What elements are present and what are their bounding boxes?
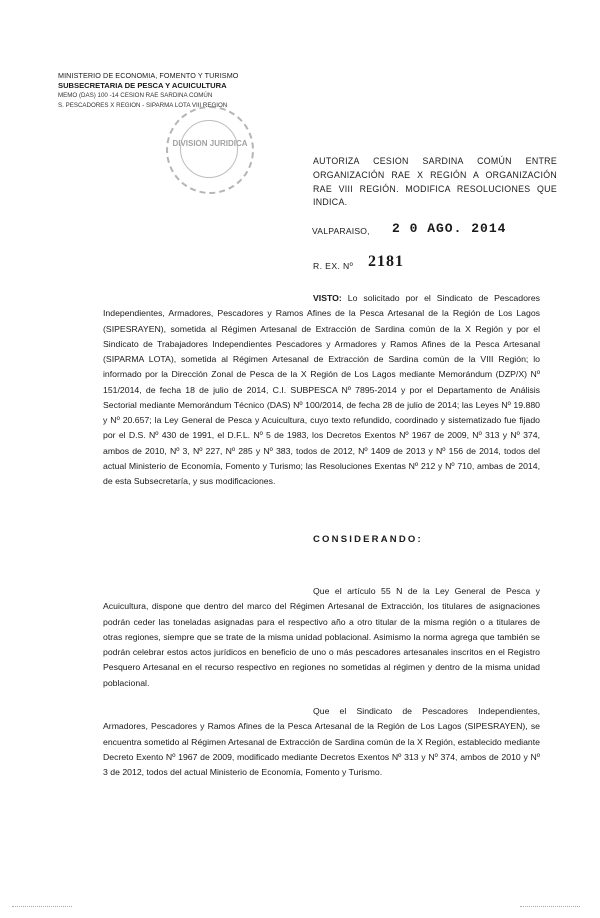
visto-label: VISTO:	[313, 293, 342, 303]
official-stamp	[166, 106, 254, 194]
memo-reference: MEMO (DAS) 100 -14 CESION RAE SARDINA COMÚN	[58, 92, 213, 99]
letterhead	[58, 71, 258, 111]
scan-mark-left	[12, 906, 72, 907]
stamp-text: DIVISION JURIDICA	[172, 139, 248, 148]
date-stamp: 2 0 AGO. 2014	[392, 221, 507, 236]
scan-mark-right	[520, 906, 580, 907]
stamp-inner-ring	[180, 120, 238, 178]
subsecretaria-name: SUBSECRETARIA DE PESCA Y ACUICULTURA	[58, 81, 227, 90]
rex-number: 2181	[368, 253, 404, 270]
place-label: VALPARAISO,	[312, 226, 370, 236]
rex-label: R. EX. Nº	[313, 261, 354, 271]
considerando-paragraph-2: Que el Sindicato de Pescadores Independientes, Armadores, Pescadores y Ramos Afines de la Pesca Artesanal de la Región de Los Lagos (SIPESRAYEN), se encuentra sometido al Régimen Artesanal de Extracción de Sardina común de la X Región, establecido mediante Decreto Exento Nº 1967 de 2009, modificado mediante Decretos Exentos Nº 313 y Nº 374, ambos de 2010 y Nº 3 de 2012, todos del actual Ministerio de Economía, Fomento y Turismo.	[103, 706, 540, 777]
memo-reference-2: S. PESCADORES X REGION - SIPARMA LOTA VIII REGION	[58, 102, 228, 109]
visto-paragraph	[103, 291, 540, 489]
resolution-subject: AUTORIZA CESION SARDINA COMÚN ENTRE ORGANIZACIÓN RAE X REGIÓN A ORGANIZACIÓN RAE VIII REGIÓN. MODIFICA RESOLUCIONES QUE INDICA.	[313, 156, 557, 208]
considerando-paragraph-1: Que el artículo 55 N de la Ley General de Pesca y Acuicultura, dispone que dentro del marco del Régimen Artesanal de Extracción, los titulares de asignaciones podrán ceder las toneladas asignadas para el respectivo año a otro titular de la misma región o a titulares de otras regiones, siempre que se trate de la misma unidad poblacional. Asimismo la norma agrega que también se podrán celebrar estos actos jurídicos en beneficio de uno o más pescadores artesanales inscritos en el Registro Pesquero Artesanal en el recurso respectivo en regiones no sometidas al régimen y dentro de la misma unidad poblacional.	[103, 586, 540, 688]
considerando-heading: CONSIDERANDO:	[313, 534, 423, 545]
ministry-name: MINISTERIO DE ECONOMIA, FOMENTO Y TURISMO	[58, 71, 239, 80]
visto-text: Lo solicitado por el Sindicato de Pescadores Independientes, Armadores, Pescadores y Ramos Afines de la Pesca Artesanal de la Región de Los Lagos (SIPESRAYEN), sometida al Régimen Artesanal de Extracción de Sardina común de la X Región y por el Sindicato de Trabajadores Independientes Pescadores y Armadores y Ramos Afines de la Pesca Artesanal (SIPARMA LOTA), sometida al Régimen Artesanal de Extracción de Sardina común de la VIII Región; lo informado por la Dirección Zonal de Pesca de la X Región de Los Lagos mediante Memorándum (DZP/X) Nº 151/2014, de fecha 18 de julio de 2014, C.I. SUBPESCA Nº 7895-2014 y por el Departamento de Análisis Sectorial mediante Memorándum Técnico (DAS) Nº 100/2014, de fecha 28 de julio de 2014; las Leyes Nº 19.880 y Nº 20.657; la Ley General de Pesca y Acuicultura, cuyo texto refundido, coordinado y sistematizado fue fijado por el D.S. Nº 430 de 1991, el D.F.L. Nº 5 de 1983, los Decretos Exentos Nº 1967 de 2009, Nº 313 y Nº 374, ambos de 2010, Nº 3, Nº 227, Nº 285 y Nº 383, todos de 2012, Nº 1409 de 2013 y Nº 156 de 2014, todos del actual Ministerio de Economía, Fomento y Turismo; las Resoluciones Exentas Nº 212 y Nº 710, ambas de 2014, de esta Subsecretaría, y sus modificaciones.	[103, 293, 540, 486]
